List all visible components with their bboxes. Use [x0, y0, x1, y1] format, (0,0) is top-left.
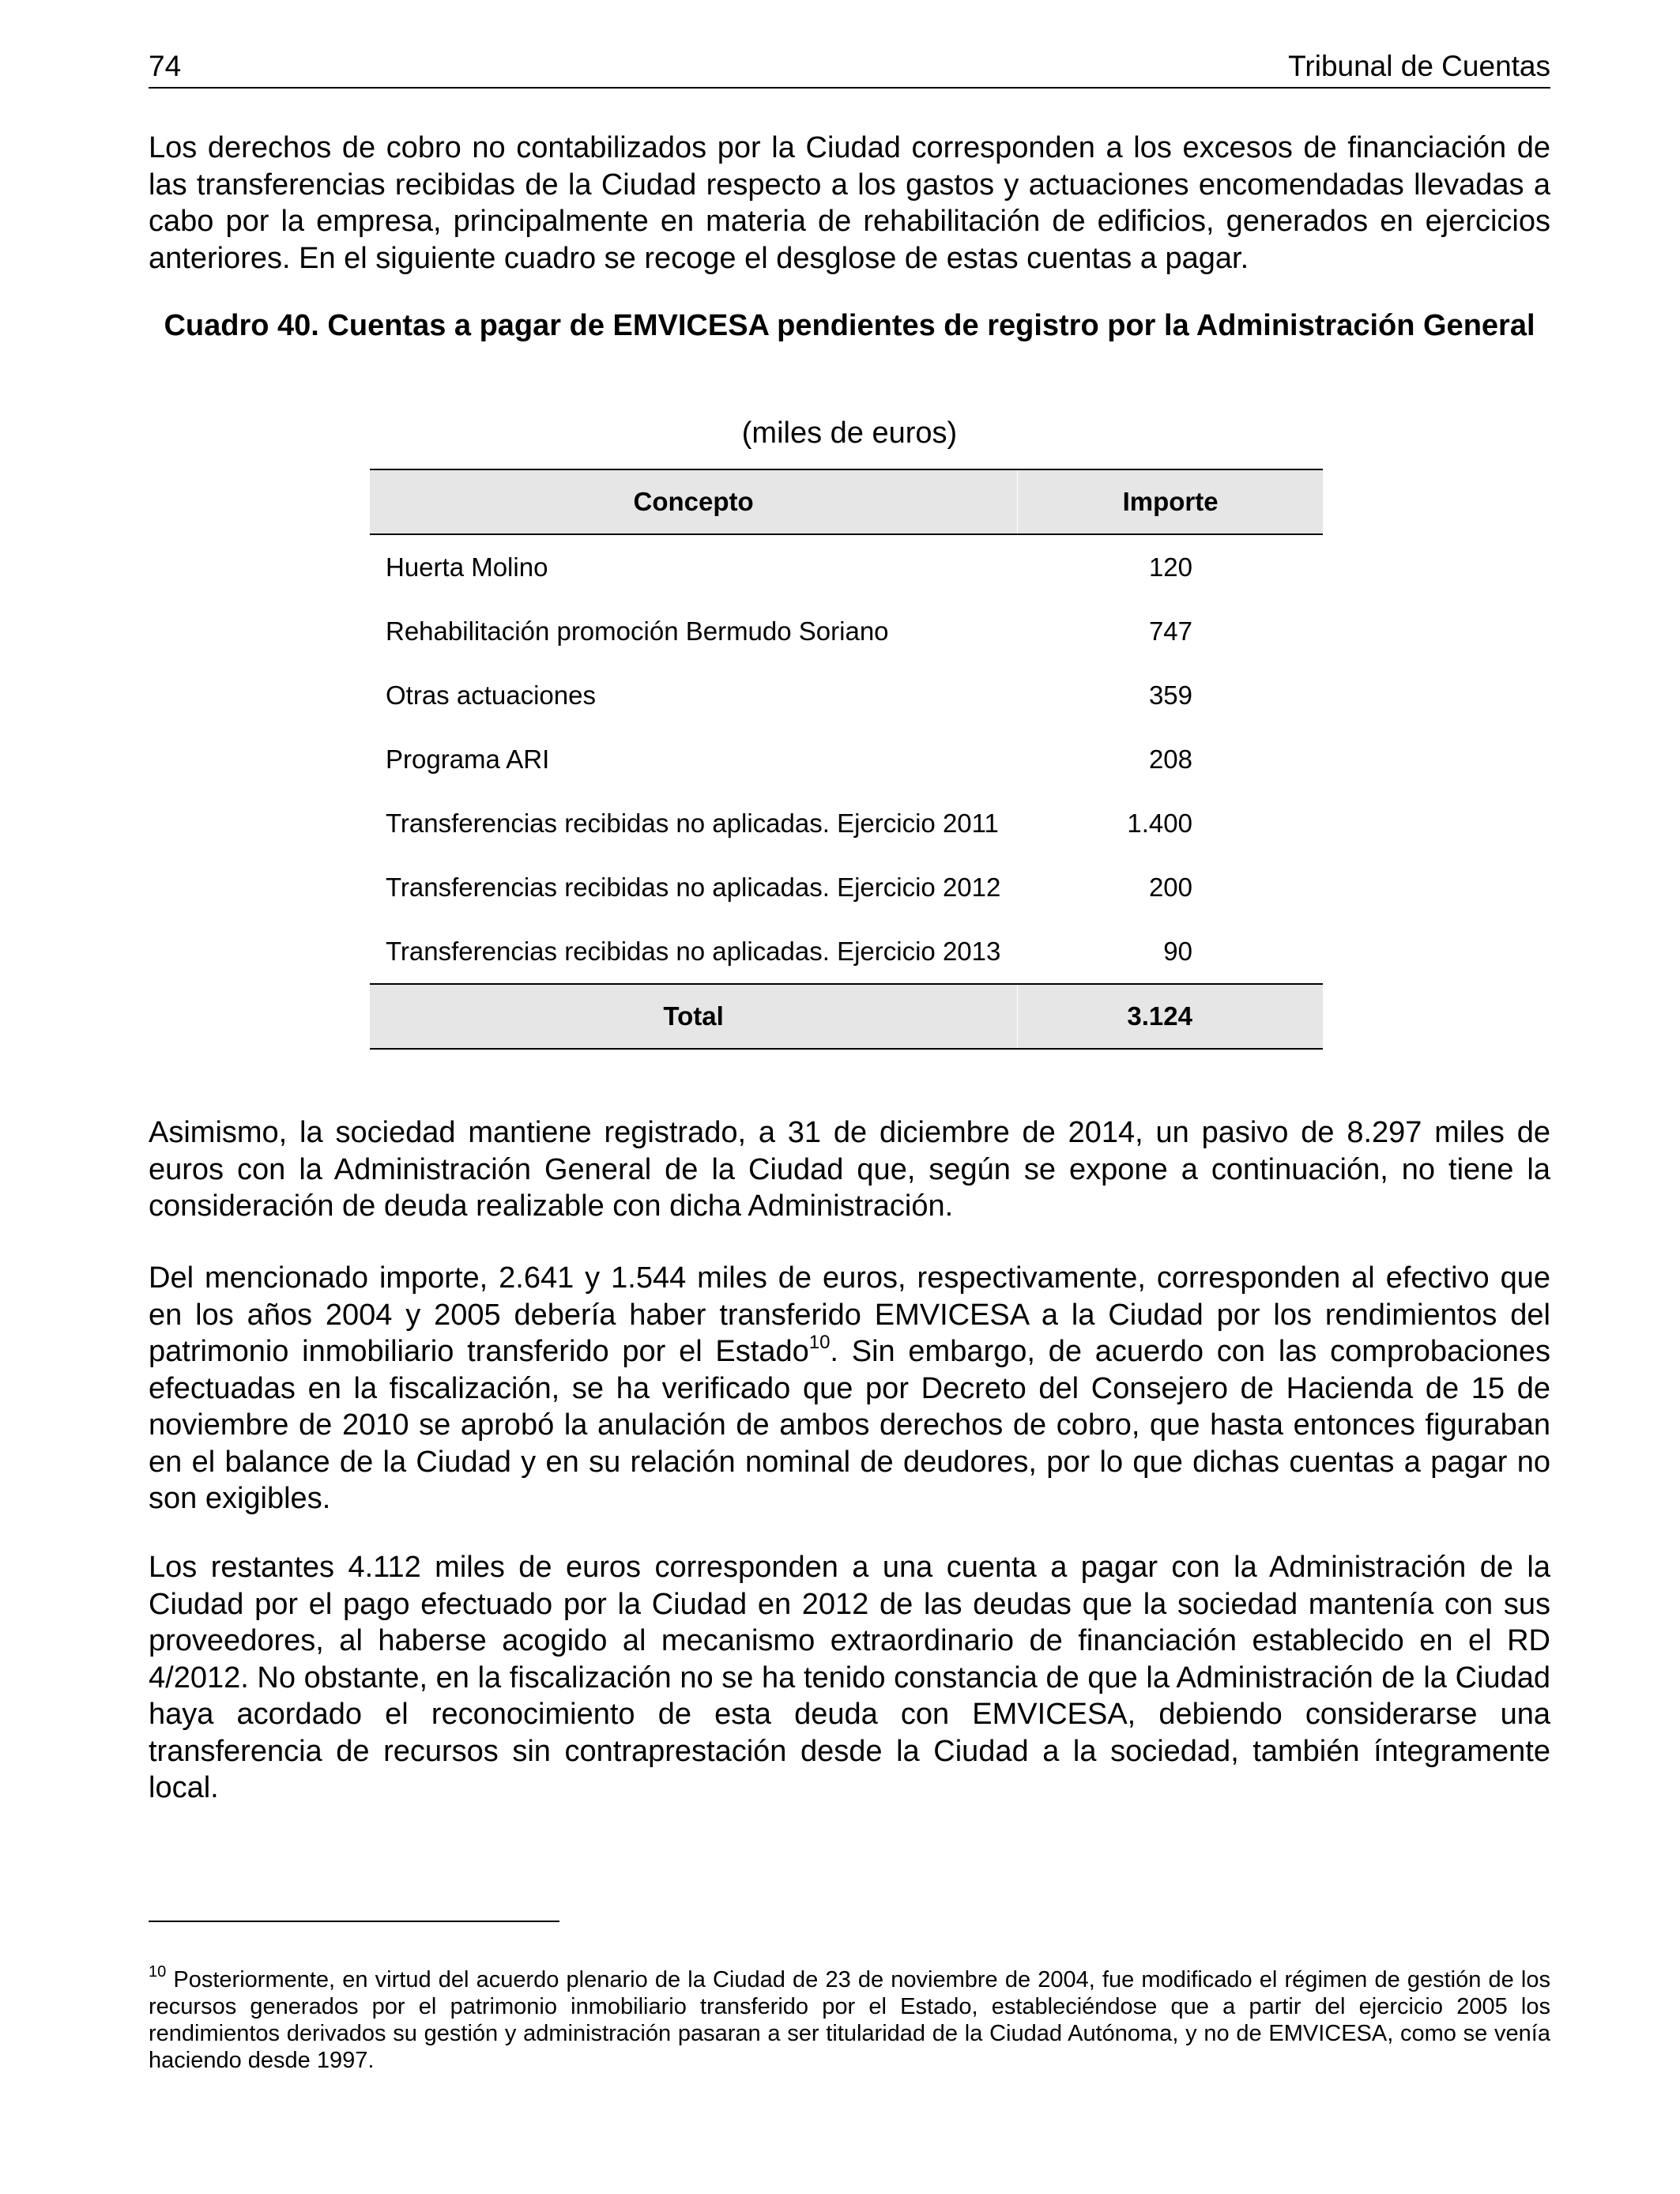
table-row — [370, 599, 1323, 663]
table-row — [370, 663, 1323, 727]
table-row — [370, 534, 1323, 599]
table-row — [370, 727, 1323, 791]
total-label: Total — [370, 984, 1018, 1049]
cell-importe: 90 — [1163, 936, 1192, 966]
paragraph-remaining: Los restantes 4.112 miles de euros corresponden a una cuenta a pagar con la Administración de la Ciudad por el pago efectuado por la Ciudad en 2012 de las deudas que la sociedad mantenía con sus proveedores, al haberse acogido al mecanismo extraordinario de financiación establecido en el RD 4/2012. No obstante, en la fiscalización no se ha tenido constancia de que la Administración de la Ciudad haya acordado el reconocimiento de esta deuda con EMVICESA, debiendo considerarse una transferencia de recursos sin contraprestación desde la Ciudad a la sociedad, también íntegramente local. — [149, 1551, 1550, 1804]
table-unit: (miles de euros) — [741, 417, 958, 450]
table-total-row — [370, 984, 1323, 1049]
footnote-separator — [149, 1921, 559, 1922]
paragraph-text: Del mencionado importe, 2.641 y 1.544 miles de euros, respectivamente, corresponden al efectivo que en los años 2004 y 2005 debería haber transferido EMVICESA a la Ciudad por los rendimientos del patrimonio inmobiliario transferido por el Estado — [149, 1261, 1550, 1368]
footnote-number: 10 — [149, 1963, 167, 1981]
column-header-concepto: Concepto — [370, 469, 1018, 534]
cell-importe: 120 — [1148, 552, 1192, 582]
cell-concepto: Programa ARI — [386, 744, 550, 774]
paragraph-amounts — [149, 1260, 1550, 1517]
table-row — [370, 919, 1323, 984]
accounts-payable-table — [370, 469, 1323, 1050]
cell-concepto: Otras actuaciones — [386, 680, 596, 710]
header-title: Tribunal de Cuentas — [1288, 50, 1550, 82]
table-row — [370, 855, 1323, 919]
footnote-reference[interactable]: 10 — [808, 1332, 831, 1354]
paragraph-intro: Los derechos de cobro no contabilizados por la Ciudad corresponden a los excesos de financiación de las transferencias recibidas de la Ciudad respecto a los gastos y actuaciones encomendadas llevadas a cabo por la empresa, principalmente en materia de rehabilitación de edificios, generados en ejercicios anteriores. En el siguiente cuadro se recoge el desglose de estas cuentas a pagar. — [149, 131, 1550, 275]
paragraph-liability: Asimismo, la sociedad mantiene registrado, a 31 de diciembre de 2014, un pasivo de 8.297 miles de euros con la Administración General de la Ciudad que, según se expone a continuación, no tiene la consideración de deuda realizable con dicha Administración. — [149, 1116, 1550, 1223]
footnote — [149, 1963, 1550, 2074]
cell-importe: 359 — [1148, 680, 1192, 710]
cell-concepto: Transferencias recibidas no aplicadas. Ejercicio 2013 — [386, 936, 1001, 966]
cell-importe: 208 — [1148, 744, 1192, 774]
table-caption: Cuadro 40. Cuentas a pagar de EMVICESA pendientes de registro por la Administración General — [164, 309, 1535, 342]
total-value: 3.124 — [1018, 984, 1323, 1049]
cell-concepto: Transferencias recibidas no aplicadas. Ejercicio 2011 — [386, 808, 999, 838]
paragraph-text: . Sin embargo, de acuerdo con las comprobaciones efectuadas en la fiscalización, se ha verificado que por Decreto del Consejero de Hacienda de 15 de noviembre de 2010 se aprobó la anulación de ambos derechos de cobro, que hasta entonces figuraban en el balance de la Ciudad y en su relación nominal de deudores, por lo que dichas cuentas a pagar no son exigibles. — [149, 1335, 1550, 1515]
page-number: 74 — [149, 50, 182, 82]
cell-importe: 747 — [1148, 616, 1192, 646]
header-rule — [149, 87, 1550, 89]
page-header — [149, 46, 1550, 85]
cell-importe: 1.400 — [1127, 808, 1192, 838]
cell-concepto: Rehabilitación promoción Bermudo Soriano — [386, 616, 889, 646]
column-header-importe: Importe — [1018, 469, 1323, 534]
cell-concepto: Huerta Molino — [386, 552, 548, 582]
table-row — [370, 791, 1323, 855]
table-header-row — [370, 469, 1323, 534]
footnote-text: Posteriormente, en virtud del acuerdo plenario de la Ciudad de 23 de noviembre de 2004, fue modificado el régimen de gestión de los recursos generados por el patrimonio inmobiliario transferido por el Estado, estableciéndose que a partir del ejercicio 2005 los rendimientos derivados su gestión y administración pasaran a ser titularidad de la Ciudad Autónoma, y no de EMVICESA, como se venía haciendo desde 1997. — [149, 1967, 1550, 2073]
cell-concepto: Transferencias recibidas no aplicadas. Ejercicio 2012 — [386, 872, 1001, 902]
cell-importe: 200 — [1148, 872, 1192, 902]
